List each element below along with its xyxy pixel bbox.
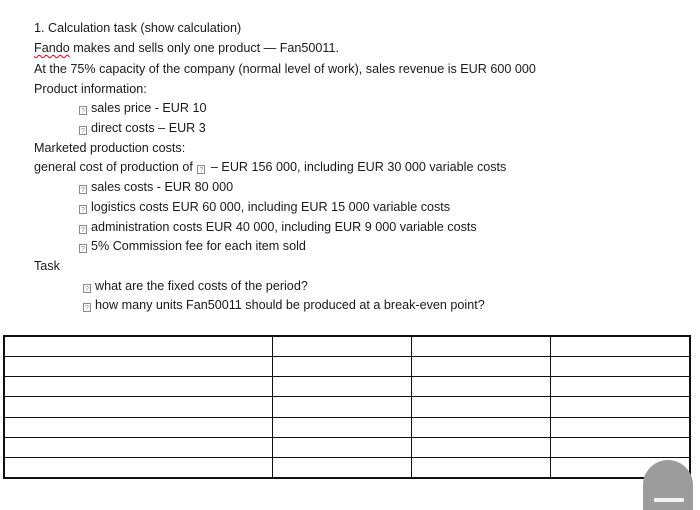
table-row (4, 457, 690, 478)
company-name-misspelled: Fando (34, 41, 70, 55)
table-cell[interactable] (272, 457, 411, 478)
cost-item: ? sales costs - EUR 80 000 (79, 179, 233, 195)
table-cell[interactable] (551, 357, 690, 377)
question-item: ? how many units Fan50011 should be produced at a break-even point? (83, 297, 485, 313)
task-label: Task (34, 259, 60, 273)
table-cell[interactable] (272, 336, 411, 357)
capacity-line: At the 75% capacity of the company (normal level of work), sales revenue is EUR 600 000 (34, 62, 536, 76)
table-row (4, 336, 690, 357)
handle-bar-icon (654, 498, 684, 502)
scroll-to-bottom-handle[interactable] (643, 460, 693, 510)
product-info-item: ? direct costs – EUR 3 (79, 120, 206, 136)
table-cell[interactable] (551, 377, 690, 397)
table-cell[interactable] (412, 437, 551, 457)
answer-table-body (4, 336, 690, 478)
marketed-costs-heading: Marketed production costs: (34, 141, 186, 155)
table-cell[interactable] (412, 357, 551, 377)
missing-glyph-icon: ? (83, 303, 91, 312)
missing-glyph-icon: ? (79, 244, 87, 253)
question-item: ? what are the fixed costs of the period? (83, 278, 308, 294)
table-cell[interactable] (4, 377, 272, 397)
intro-line (34, 40, 339, 56)
table-cell[interactable] (4, 336, 272, 357)
table-cell[interactable] (412, 377, 551, 397)
table-cell[interactable] (4, 457, 272, 478)
product-info-heading: Product information: (34, 82, 147, 96)
table-cell[interactable] (551, 397, 690, 417)
table-row (4, 397, 690, 417)
missing-glyph-icon: ? (79, 106, 87, 115)
cost-item: ? 5% Commission fee for each item sold (79, 238, 306, 254)
table-row (4, 437, 690, 457)
missing-glyph-icon: ? (79, 185, 87, 194)
answer-table (3, 335, 691, 479)
table-cell[interactable] (4, 437, 272, 457)
table-cell[interactable] (551, 336, 690, 357)
missing-glyph-icon: ? (79, 126, 87, 135)
missing-glyph-icon: ? (197, 165, 205, 174)
table-cell[interactable] (4, 397, 272, 417)
cost-item: ? logistics costs EUR 60 000, including EUR 15 000 variable costs (79, 199, 450, 215)
table-row (4, 357, 690, 377)
table-cell[interactable] (412, 457, 551, 478)
table-cell[interactable] (412, 397, 551, 417)
table-row (4, 417, 690, 437)
table-cell[interactable] (272, 417, 411, 437)
intro-text: makes and sells only one product — Fan50011. (69, 41, 340, 55)
table-cell[interactable] (272, 397, 411, 417)
product-info-item: ? sales price - EUR 10 (79, 100, 206, 116)
table-cell[interactable] (551, 437, 690, 457)
table-cell[interactable] (4, 357, 272, 377)
table-cell[interactable] (412, 417, 551, 437)
missing-glyph-icon: ? (83, 284, 91, 293)
table-cell[interactable] (272, 357, 411, 377)
table-cell[interactable] (272, 377, 411, 397)
table-cell[interactable] (4, 417, 272, 437)
task-title: 1. Calculation task (show calculation) (34, 21, 242, 35)
missing-glyph-icon: ? (79, 225, 87, 234)
table-cell[interactable] (551, 417, 690, 437)
table-row (4, 377, 690, 397)
table-cell[interactable] (412, 336, 551, 357)
general-cost-line: general cost of production of ? – EUR 156 000, including EUR 30 000 variable costs (34, 160, 507, 174)
cost-item: ? administration costs EUR 40 000, including EUR 9 000 variable costs (79, 219, 477, 235)
table-cell[interactable] (272, 437, 411, 457)
missing-glyph-icon: ? (79, 205, 87, 214)
